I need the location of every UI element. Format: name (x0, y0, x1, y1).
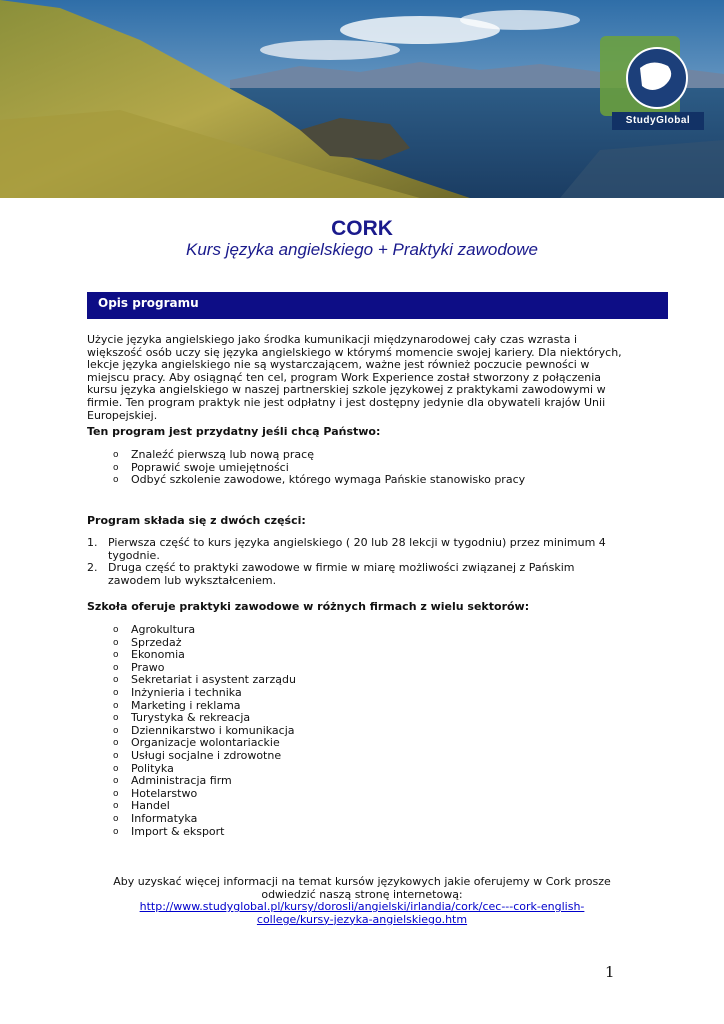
bullet-marker: o (113, 750, 119, 761)
bullet-marker: o (113, 738, 119, 749)
sectors-list (87, 624, 627, 838)
list-item (87, 649, 627, 662)
list-item-text: Handel (131, 799, 170, 813)
bullet-marker: o (113, 725, 119, 736)
list-item-text: Prawo (131, 660, 165, 674)
list-item-text: Sekretariat i asystent zarządu (131, 673, 296, 687)
list-item (87, 562, 607, 587)
header-banner-image (0, 0, 724, 198)
list-item-text: Turystyka & rekreacja (131, 711, 251, 725)
section-header-opis-programu: Opis programu (87, 292, 668, 319)
list-item-text: Sprzedaż (131, 635, 182, 649)
parts-list (87, 537, 607, 587)
list-number: 2. (87, 561, 98, 575)
parts-heading: Program składa się z dwóch części: (87, 514, 306, 527)
bullet-marker: o (113, 675, 119, 686)
bullet-marker: o (113, 776, 119, 787)
bullet-marker: o (113, 700, 119, 711)
page-subtitle: Kurs języka angielskiego + Praktyki zawodowe (186, 240, 538, 259)
bullet-marker: o (113, 450, 119, 460)
suitable-heading: Ten program jest przydatny jeśli chcą Państwo: (87, 425, 381, 438)
list-item-text: Druga część to praktyki zawodowe w firmie w miarę możliwości związanej z Pańskim zawodem lub wykształceniem. (108, 561, 575, 587)
list-item-text: Poprawić swoje umiejętności (131, 460, 289, 474)
list-item-text: Ekonomia (131, 648, 185, 662)
sectors-heading: Szkoła oferuje praktyki zawodowe w różnych firmach z wielu sektorów: (87, 600, 530, 613)
list-item-text: Odbyć szkolenie zawodowe, którego wymaga Pańskie stanowisko pracy (131, 473, 526, 487)
landscape-photo (0, 0, 724, 198)
suitable-list (87, 449, 627, 487)
bullet-marker: o (113, 462, 119, 473)
bullet-marker: o (113, 788, 119, 799)
website-link[interactable]: http://www.studyglobal.pl/kursy/dorosli/angielski/irlandia/cork/cec---cork-english-college/kursy-jezyka-angielskiego.htm (139, 900, 585, 926)
list-item-text: Administracja firm (131, 774, 232, 788)
page-number: 1 (605, 963, 615, 981)
list-item-text: Import & eksport (131, 824, 225, 838)
bullet-marker: o (113, 662, 119, 673)
list-item-text: Usługi socjalne i zdrowotne (131, 748, 282, 762)
list-item-text: Inżynieria i technika (131, 685, 242, 699)
footer-info (87, 876, 637, 926)
studyglobal-logo[interactable]: StudyGlobal (612, 112, 704, 130)
footer-text: Aby uzyskać więcej informacji na temat kursów językowych jakie oferujemy w Cork prosze odwiedzić naszą stronę internetową: (113, 875, 611, 901)
list-number: 1. (87, 536, 98, 549)
list-item (87, 537, 607, 562)
bullet-marker: o (113, 801, 119, 812)
bullet-marker: o (113, 763, 119, 774)
list-item (87, 474, 627, 487)
list-item-text: Znaleźć pierwszą lub nową pracę (131, 448, 314, 461)
list-item-text: Organizacje wolontariackie (131, 736, 280, 750)
bullet-marker: o (113, 813, 119, 824)
intro-paragraph: Użycie języka angielskiego jako środka kumunikacji międzynarodowej cały czas wzrasta i większość osób uczy się języka angielskiego w którymś momencie swojej kariery. Dla niektórych, lekcje języka angielskiego nie są wystarczającem, ważne jest również poczucie pewności w miejscu pracy. Aby osiągnąć ten cel, program Work Experience został stworzony z połączenia kursu języka angielskiego w naszej partnerskiej szkole językowej z praktykami zawodowymi w firmie. Ten program praktyk nie jest odpłatny i jest dostępny jedynie dla obywateli krajów Unii Europejskiej. (87, 333, 622, 422)
list-item-text: Agrokultura (131, 623, 196, 636)
list-item-text: Informatyka (131, 811, 198, 825)
bullet-marker: o (113, 625, 119, 635)
list-item-text: Pierwsza część to kurs języka angielskiego ( 20 lub 28 lekcji w tygodniu) przez minimum 4 tygodnie. (108, 536, 606, 562)
bullet-marker: o (113, 713, 119, 724)
bullet-marker: o (113, 475, 119, 486)
page-title: CORK (331, 217, 393, 240)
list-item-text: Hotelarstwo (131, 786, 198, 800)
list-item-text: Dziennikarstwo i komunikacja (131, 723, 295, 737)
bullet-marker: o (113, 650, 119, 661)
list-item-text: Polityka (131, 761, 174, 775)
list-item (87, 826, 627, 839)
list-item-text: Marketing i reklama (131, 698, 241, 712)
bullet-marker: o (113, 826, 119, 837)
bullet-marker: o (113, 637, 119, 648)
bullet-marker: o (113, 687, 119, 698)
